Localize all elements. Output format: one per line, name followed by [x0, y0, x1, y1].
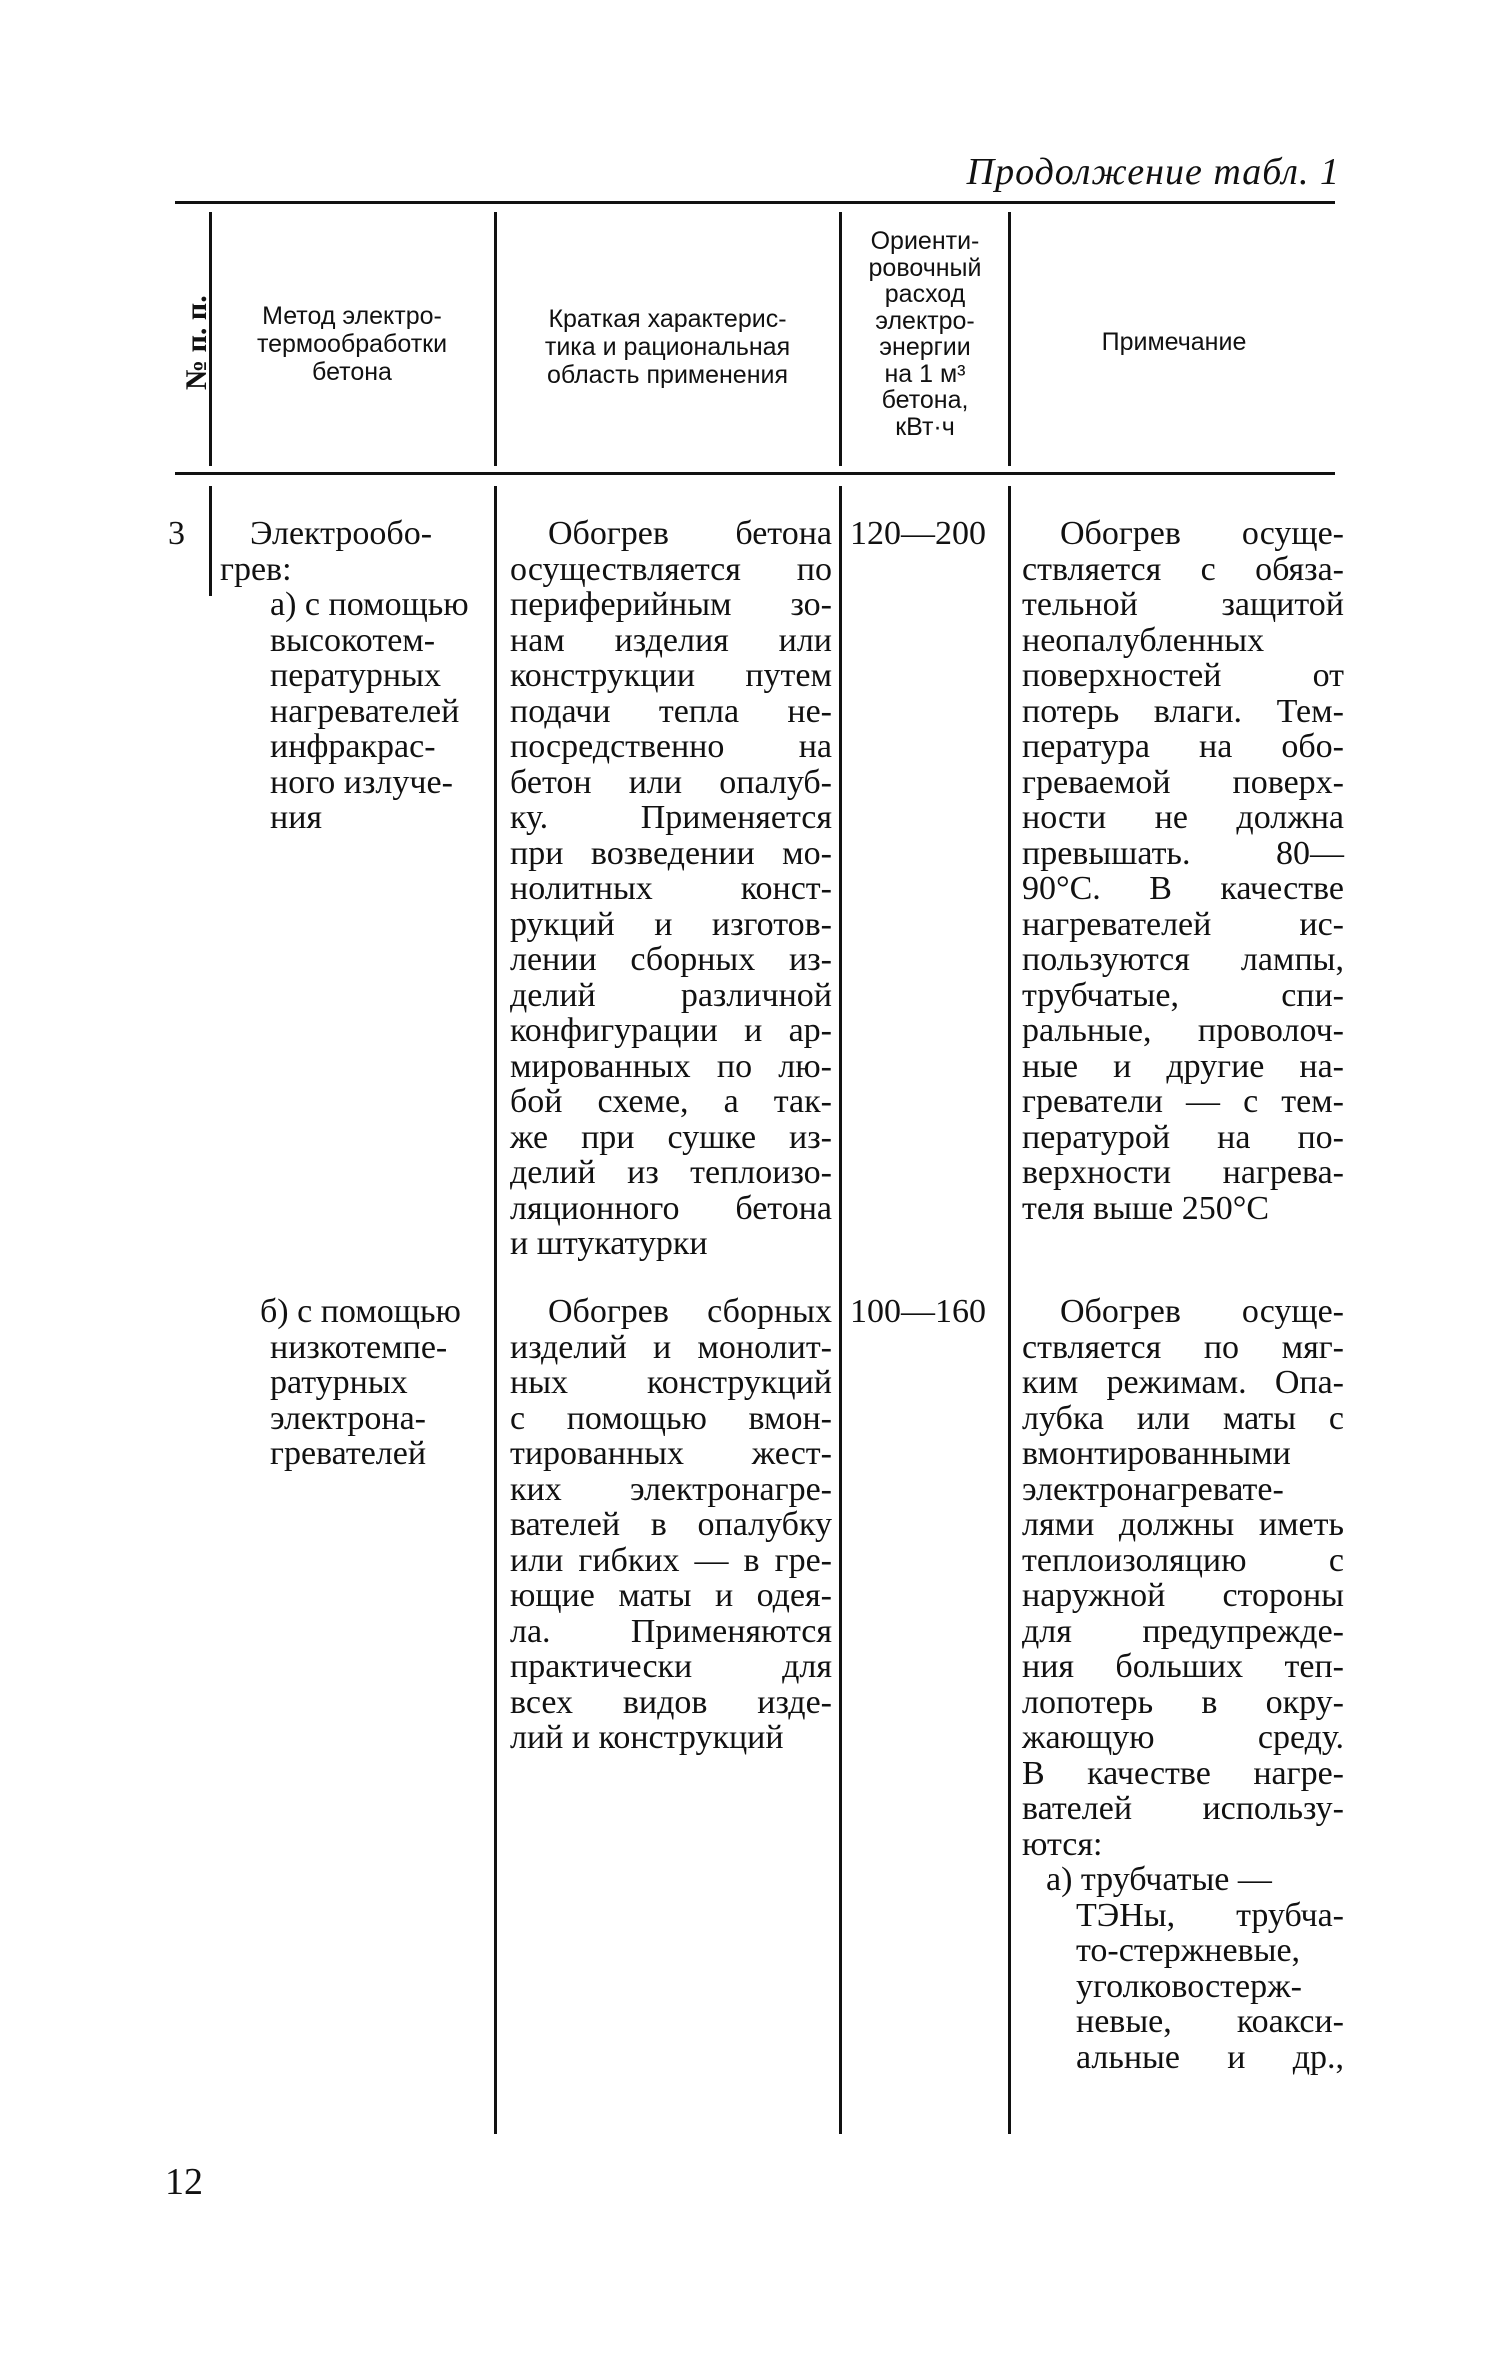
note-line: ния больших теп-	[1022, 1648, 1344, 1685]
note-line: а) трубчатые —	[1046, 1861, 1272, 1898]
characteristic-line: ных конструкций	[510, 1364, 832, 1401]
method-line: высокотем-	[270, 621, 436, 659]
note-line: поверхностей от	[1022, 657, 1344, 694]
note-line: вмонтированными	[1022, 1435, 1291, 1472]
method-line: гревателей	[270, 1435, 427, 1472]
header-divider-2	[494, 212, 497, 466]
row-number: 3	[168, 515, 185, 552]
header-bottom-rule	[175, 472, 1335, 475]
note-line: 90°С. В качестве	[1022, 870, 1344, 907]
note-line: ности не должна	[1022, 799, 1344, 836]
characteristic-line: лении сборных из-	[510, 941, 832, 978]
characteristic-line: тированных жест-	[510, 1435, 832, 1472]
header-energy-line: энергии	[879, 333, 971, 361]
characteristic-line: периферийным зо-	[510, 586, 832, 623]
header-divider-3	[839, 212, 842, 466]
header-characteristic-line: тика и рациональная	[544, 333, 791, 361]
note-line: тельной защитой	[1022, 586, 1344, 623]
characteristic-line: ких электронагре-	[510, 1470, 832, 1508]
characteristic-line: при возведении мо-	[510, 834, 832, 872]
note-line: невые, коакси-	[1076, 2003, 1344, 2040]
row-energy: 120—200	[850, 515, 986, 552]
note-line: альные и др.,	[1076, 2038, 1344, 2076]
row-energy: 100—160	[850, 1293, 986, 1330]
note-line: потерь влаги. Тем-	[1022, 692, 1344, 730]
characteristic-line: вателей в опалубку	[510, 1506, 832, 1543]
note-line: лубка или маты с	[1022, 1399, 1344, 1437]
characteristic-line: всех видов изде-	[510, 1683, 832, 1721]
table-continuation-caption: Продолжение табл. 1	[966, 151, 1340, 193]
header-energy-line: ровочный	[868, 253, 982, 282]
characteristic-line: или гибких — в гре-	[510, 1541, 832, 1579]
method-line: ния	[270, 799, 323, 836]
note-line: неопалубленных	[1022, 621, 1265, 659]
characteristic-line: изделий и монолит-	[510, 1328, 832, 1366]
header-note: Примечание	[1101, 328, 1247, 356]
characteristic-line: осуществляется по	[510, 550, 832, 588]
method-line: ратурных	[270, 1364, 408, 1401]
header-characteristic-line: область применения	[546, 361, 789, 389]
header-characteristic	[500, 305, 835, 389]
note-line: электронагревате-	[1022, 1470, 1284, 1508]
characteristic-line: ляционного бетона	[510, 1189, 832, 1227]
row-note	[1022, 516, 1344, 1226]
characteristic-line: конструкции путем	[510, 657, 832, 694]
note-line: Обогрев осуще-	[1060, 515, 1344, 552]
note-line: лями должны иметь	[1022, 1506, 1344, 1543]
note-line: трубчатые, спи-	[1022, 976, 1344, 1014]
method-line: грев:	[220, 550, 292, 588]
header-energy-line: бетона,	[881, 386, 969, 414]
note-line: ральные, проволоч-	[1022, 1012, 1344, 1049]
header-divider-4	[1008, 212, 1011, 466]
header-method-line: Метод электро-	[262, 302, 442, 330]
note-line: лопотерь в окру-	[1022, 1683, 1344, 1721]
method-line: пературных	[270, 657, 441, 694]
header-energy-line: кВт·ч	[895, 412, 955, 441]
note-line: пературой на по-	[1022, 1118, 1344, 1156]
note-line: пользуются лампы,	[1022, 941, 1344, 978]
body-divider-4	[1008, 486, 1011, 2134]
row-method	[220, 516, 490, 836]
characteristic-line: и штукатурки	[510, 1225, 708, 1262]
characteristic-line: нолитных конст-	[510, 870, 832, 907]
body-divider-1	[209, 486, 212, 596]
header-energy-line: на 1 м³	[884, 359, 966, 388]
note-line: греваемой поверх-	[1022, 763, 1344, 801]
body-divider-3	[839, 486, 842, 2134]
row-method	[220, 1294, 490, 1472]
note-line: теплоизоляцию с	[1022, 1541, 1344, 1579]
note-line: теля выше 250°С	[1022, 1189, 1269, 1227]
characteristic-line: практически для	[510, 1648, 832, 1685]
characteristic-line: рукций и изготов-	[510, 905, 832, 943]
header-energy-line: электро-	[875, 306, 975, 335]
characteristic-line: подачи тепла не-	[510, 692, 832, 730]
note-line: уголковостерж-	[1076, 1967, 1302, 2005]
note-line: верхности нагрева-	[1022, 1154, 1344, 1191]
characteristic-line: Обогрев бетона	[548, 515, 832, 552]
row-note	[1022, 1294, 1344, 2075]
characteristic-line: с помощью вмон-	[510, 1399, 832, 1437]
characteristic-line: делий различной	[510, 976, 832, 1014]
characteristic-line: ла. Применяются	[510, 1612, 832, 1650]
header-method-line: термообработки	[256, 330, 448, 358]
note-line: В качестве нагре-	[1022, 1754, 1344, 1792]
row-characteristic	[510, 1294, 832, 1756]
header-method-line: бетона	[312, 358, 392, 386]
note-line: жающую среду.	[1022, 1719, 1344, 1756]
characteristic-line: посредственно на	[510, 728, 832, 765]
note-line: превышать. 80—	[1022, 834, 1344, 872]
characteristic-line: мированных по лю-	[510, 1047, 832, 1085]
note-line: для предупрежде-	[1022, 1612, 1344, 1650]
header-energy-line: Ориенти-	[870, 227, 980, 255]
header-method	[214, 302, 490, 386]
characteristic-line: бой схеме, а так-	[510, 1083, 832, 1120]
method-line: нагревателей	[270, 692, 460, 730]
page-number: 12	[165, 2161, 203, 2203]
note-line: нагревателей ис-	[1022, 905, 1344, 943]
header-energy	[845, 228, 1005, 440]
note-line: ким режимам. Опа-	[1022, 1364, 1344, 1401]
header-energy-line: расход	[884, 280, 966, 308]
characteristic-line: бетон или опалуб-	[510, 763, 832, 801]
characteristic-line: конфигурации и ар-	[510, 1012, 832, 1049]
characteristic-line: ку. Применяется	[510, 799, 832, 836]
method-line: б) с помощью	[260, 1293, 461, 1330]
table-top-rule	[175, 201, 1335, 204]
header-characteristic-line: Краткая характерис-	[548, 305, 787, 333]
note-line: ные и другие на-	[1022, 1047, 1344, 1085]
note-line: пература на обо-	[1022, 728, 1344, 765]
note-line: ствляется по мяг-	[1022, 1328, 1344, 1366]
note-line: ются:	[1022, 1825, 1103, 1863]
method-line: а) с помощью	[270, 586, 469, 623]
method-line: инфракрас-	[270, 728, 436, 765]
note-line: вателей использу-	[1022, 1790, 1344, 1827]
note-line: ТЭНы, трубча-	[1076, 1896, 1344, 1934]
characteristic-line: ющие маты и одея-	[510, 1577, 832, 1614]
characteristic-line: Обогрев сборных	[548, 1293, 832, 1330]
method-line: Электрообо-	[250, 515, 433, 552]
characteristic-line: же при сушке из-	[510, 1118, 832, 1156]
body-divider-2	[494, 486, 497, 2134]
header-number: № п. п.	[180, 295, 213, 390]
method-line: ного излуче-	[270, 763, 453, 801]
row-characteristic	[510, 516, 832, 1262]
note-line: Обогрев осуще-	[1060, 1293, 1344, 1330]
characteristic-line: лий и конструкций	[510, 1719, 784, 1756]
method-line: низкотемпе-	[270, 1328, 448, 1366]
characteristic-line: делий из теплоизо-	[510, 1154, 832, 1191]
note-line: греватели — с тем-	[1022, 1083, 1344, 1120]
method-line: электрона-	[270, 1399, 426, 1437]
characteristic-line: нам изделия или	[510, 621, 832, 659]
note-line: ствляется с обяза-	[1022, 550, 1344, 588]
note-line: то-стержневые,	[1076, 1932, 1301, 1969]
note-line: наружной стороны	[1022, 1577, 1344, 1614]
